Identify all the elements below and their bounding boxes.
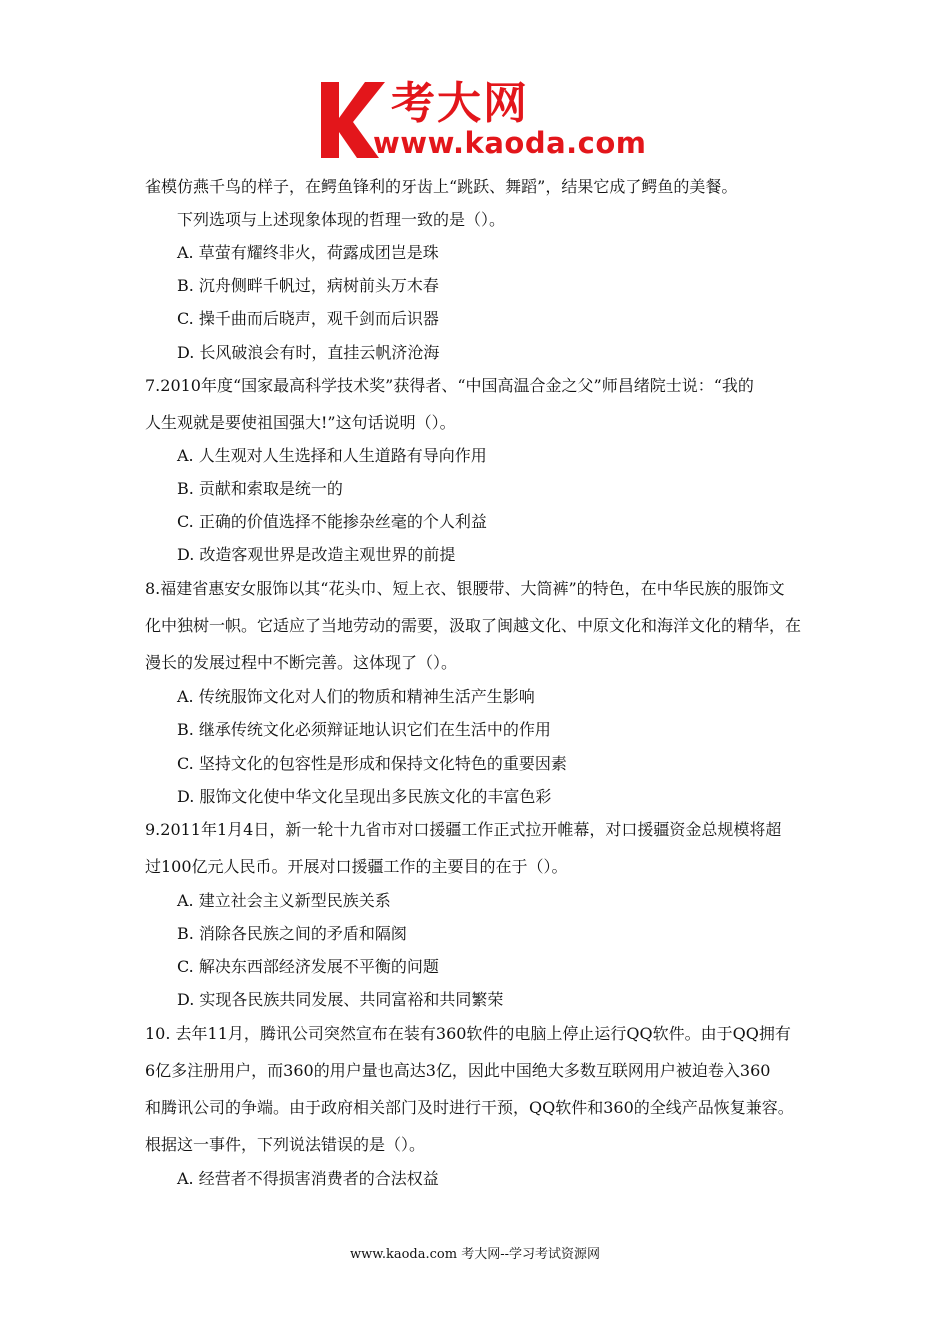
- q6-prompt: 下列选项与上述现象体现的哲理一致的是（）。: [177, 210, 506, 229]
- q6-option-a: A. 草萤有耀终非火，荷露成团岂是珠: [177, 243, 439, 262]
- q6-continuation: 雀模仿燕千鸟的样子，在鳄鱼锋利的牙齿上“跳跃、舞蹈”，结果它成了鳄鱼的美餐。: [145, 177, 738, 196]
- q9-line-1: 9.2011年1月4日，新一轮十九省市对口援疆工作正式拉开帷幕，对口援疆资金总规模将超: [145, 820, 782, 839]
- q9-option-a: A. 建立社会主义新型民族关系: [177, 891, 391, 910]
- q6-option-d: D. 长风破浪会有时，直挂云帆济沧海: [177, 343, 440, 362]
- q7-line-2: 人生观就是要使祖国强大!”这句话说明（）。: [145, 413, 456, 432]
- page-footer: www.kaoda.com 考大网--学习考试资源网: [350, 1247, 600, 1262]
- q8-option-a: A. 传统服饰文化对人们的物质和精神生活产生影响: [177, 687, 535, 706]
- q10-line-2: 6亿多注册用户，而360的用户量也高达3亿，因此中国绝大多数互联网用户被迫卷入360: [145, 1061, 771, 1080]
- q6-option-b: B. 沉舟侧畔千帆过，病树前头万木春: [177, 276, 439, 295]
- q8-line-3: 漫长的发展过程中不断完善。这体现了（）。: [145, 653, 458, 672]
- q8-line-2: 化中独树一帜。它适应了当地劳动的需要，汲取了闽越文化、中原文化和海洋文化的精华，在: [145, 616, 802, 635]
- site-logo: [315, 78, 647, 160]
- q7-option-d: D. 改造客观世界是改造主观世界的前提: [177, 545, 456, 564]
- q7-option-b: B. 贡献和索取是统一的: [177, 479, 343, 498]
- q10-line-1: 10. 去年11月，腾讯公司突然宣布在装有360软件的电脑上停止运行QQ软件。由于QQ拥有: [145, 1024, 791, 1043]
- q7-option-c: C. 正确的价值选择不能掺杂丝毫的个人利益: [177, 512, 487, 531]
- logo-chinese-text: 考大网: [391, 78, 529, 129]
- q9-option-d: D. 实现各民族共同发展、共同富裕和共同繁荣: [177, 990, 504, 1009]
- q10-line-4: 根据这一事件，下列说法错误的是（）。: [145, 1135, 426, 1154]
- logo-url-text: www.kaoda.com: [373, 126, 647, 160]
- q9-line-2: 过100亿元人民币。开展对口援疆工作的主要目的在于（）。: [145, 857, 568, 876]
- q9-option-c: C. 解决东西部经济发展不平衡的问题: [177, 957, 439, 976]
- q10-line-3: 和腾讯公司的争端。由于政府相关部门及时进行干预，QQ软件和360的全线产品恢复兼容。: [145, 1098, 794, 1117]
- q8-line-1: 8.福建省惠安女服饰以其“花头巾、短上衣、银腰带、大筒裤”的特色，在中华民族的服饰文: [145, 579, 785, 598]
- q6-option-c: C. 操千曲而后晓声，观千剑而后识器: [177, 309, 439, 328]
- q8-option-c: C. 坚持文化的包容性是形成和保持文化特色的重要因素: [177, 754, 567, 773]
- q7-line-1: 7.2010年度“国家最高科学技术奖”获得者、“中国高温合金之父”师昌绪院士说：“我的: [145, 376, 754, 395]
- q7-option-a: A. 人生观对人生选择和人生道路有导向作用: [177, 446, 487, 465]
- q8-option-d: D. 服饰文化使中华文化呈现出多民族文化的丰富色彩: [177, 787, 552, 806]
- q9-option-b: B. 消除各民族之间的矛盾和隔阂: [177, 924, 407, 943]
- q10-option-a: A. 经营者不得损害消费者的合法权益: [177, 1169, 439, 1188]
- q8-option-b: B. 继承传统文化必须辩证地认识它们在生活中的作用: [177, 720, 551, 739]
